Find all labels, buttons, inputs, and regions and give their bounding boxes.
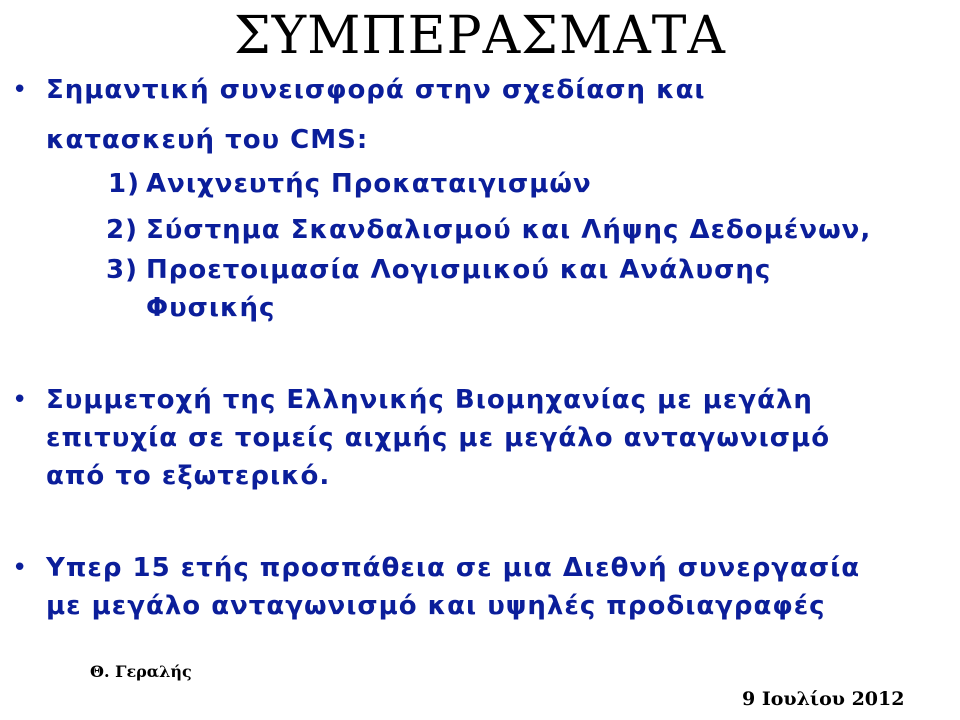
sub-item-3-number: 3)	[106, 255, 138, 285]
footer-author-text: Θ. Γεραλής	[90, 662, 192, 681]
sub-item-1-number: 1)	[108, 169, 140, 199]
bullet-marker: •	[12, 75, 28, 105]
slide-title: ΣΥΜΠΕΡΑΣΜΑΤΑ	[234, 6, 726, 66]
bullet-2-line-2: επιτυχία σε τομείς αιχμής με μεγάλο ανταγωνισμό	[46, 423, 831, 453]
bullet-3-line-1: Υπερ 15 ετής προσπάθεια σε μια Διεθνή συνεργασία	[46, 553, 861, 583]
sub-item-2-text: Σύστημα Σκανδαλισμού και Λήψης Δεδομένων,	[146, 215, 872, 245]
sub-item-3-text-line-1: Προετοιμασία Λογισμικού και Ανάλυσης	[146, 255, 772, 285]
bullet-marker: •	[12, 553, 28, 583]
sub-item-1-text: Ανιχνευτής Προκαταιγισμών	[146, 169, 592, 199]
bullet-2-line-1: Συμμετοχή της Ελληνικής Βιομηχανίας με μεγάλη	[46, 385, 813, 415]
bullet-marker: •	[12, 385, 28, 415]
sub-item-2-number: 2)	[106, 215, 138, 245]
bullet-1-line-2: κατασκευή του CMS:	[46, 125, 369, 155]
footer-date: 9 Ιουλίου 2012	[742, 688, 905, 710]
footer-author	[90, 662, 192, 694]
bullet-2-line-3: από το εξωτερικό.	[46, 461, 331, 491]
sub-item-3-text-line-2: Φυσικής	[146, 293, 276, 323]
bullet-1-line-1: Σημαντική συνεισφορά στην σχεδίαση και	[46, 75, 706, 105]
bullet-3-line-2: με μεγάλο ανταγωνισμό και υψηλές προδιαγραφές	[46, 591, 826, 621]
